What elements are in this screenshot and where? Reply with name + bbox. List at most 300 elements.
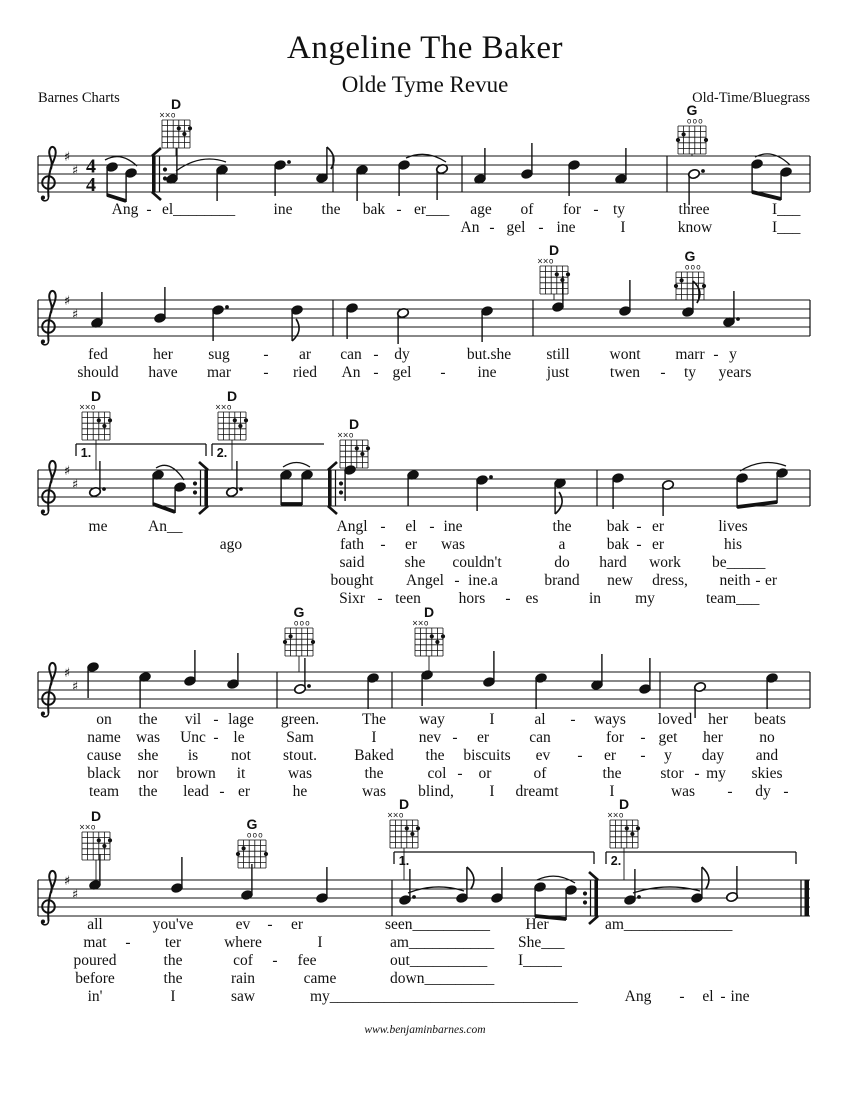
lyric-syllable: she — [137, 747, 159, 764]
chord-string-marker: × — [220, 402, 227, 412]
lyric-syllable: the — [321, 201, 341, 218]
slur — [408, 887, 464, 893]
lyric-syllable: mar — [206, 364, 232, 381]
lyric-syllable: her — [708, 711, 728, 728]
chord-finger-dot — [238, 424, 242, 428]
lyric-syllable: biscuits — [463, 747, 511, 764]
lyric-syllable: - — [213, 711, 219, 728]
lyric-syllable: - — [489, 219, 495, 236]
lyric-syllable: for — [562, 201, 582, 218]
lyric-syllable: team — [88, 783, 120, 800]
lyric-syllable: just — [546, 364, 570, 381]
chord-finger-dot — [704, 138, 708, 142]
augmentation-dot — [412, 895, 416, 899]
lyric-syllable: but.she — [466, 346, 512, 363]
lyric-syllable: three — [678, 201, 710, 218]
treble-clef-icon — [41, 712, 45, 716]
lyric-syllable: wont — [609, 346, 641, 363]
lyric-syllable: for — [605, 729, 625, 746]
repeat-barline — [594, 880, 598, 916]
lyric-syllable: lage — [228, 711, 254, 728]
lyric-syllable: - — [713, 346, 719, 363]
lyric-syllable: I — [489, 711, 495, 728]
lyric-syllable: - — [219, 783, 225, 800]
lyric-syllable: the — [163, 952, 183, 969]
lyric-syllable: lives — [718, 518, 748, 535]
lyric-syllable: - — [125, 934, 131, 951]
lyric-syllable: nev — [418, 729, 442, 746]
chord-label-G: G — [246, 816, 258, 832]
chord-string-marker: o — [90, 402, 96, 412]
lyric-syllable: stor — [660, 765, 684, 782]
chord-finger-dot — [435, 640, 439, 644]
lyric-syllable: I — [620, 219, 626, 236]
treble-clef-icon — [41, 340, 45, 344]
lyric-syllable: blind, — [418, 783, 454, 800]
lyric-syllable: came — [303, 970, 337, 987]
volta-label: 2. — [216, 446, 228, 460]
lyric-syllable: es — [525, 590, 539, 607]
lyric-syllable: all — [87, 916, 103, 933]
chord-label-D: D — [90, 388, 102, 404]
lyric-syllable: y — [664, 747, 672, 764]
chord-string-marker: × — [542, 256, 549, 266]
chord-finger-dot — [283, 640, 287, 644]
chord-string-marker: × — [84, 402, 91, 412]
key-signature-sharp: ♯ — [63, 150, 71, 165]
lyric-syllable: my________________________________ — [310, 988, 578, 1005]
repeat-dot — [583, 891, 587, 895]
lyric-syllable: out__________ — [390, 952, 488, 969]
augmentation-dot — [225, 305, 229, 309]
repeat-dot — [583, 900, 587, 904]
lyric-syllable: me — [88, 518, 108, 535]
lyric-syllable: er — [651, 536, 665, 553]
lyric-syllable: do — [554, 554, 570, 571]
repeat-dot — [339, 481, 343, 485]
chord-finger-dot — [366, 446, 370, 450]
lyric-syllable: - — [429, 518, 435, 535]
lyric-syllable: - — [457, 765, 463, 782]
repeat-barline — [152, 156, 156, 192]
lyric-syllable: - — [679, 988, 685, 1005]
lyric-syllable: ine — [556, 219, 576, 236]
lyric-syllable: on — [96, 711, 112, 728]
lyric-syllable: dress, — [652, 572, 688, 589]
lyric-syllable: way — [419, 711, 445, 728]
lyric-syllable: ev — [535, 747, 551, 764]
key-signature-sharp: ♯ — [71, 887, 79, 903]
lyric-syllable: fee — [297, 952, 317, 969]
lyric-syllable: er — [764, 572, 778, 589]
lyric-syllable: teen — [395, 590, 421, 607]
chord-finger-dot — [108, 838, 112, 842]
chord-string-marker: o — [299, 618, 305, 628]
lyric-syllable: ine.a — [468, 572, 498, 589]
lyric-syllable: the — [552, 518, 572, 535]
chord-finger-dot — [244, 418, 248, 422]
chord-finger-dot — [674, 284, 678, 288]
chord-finger-dot — [636, 826, 640, 830]
chord-string-marker: o — [692, 116, 698, 126]
chord-finger-dot — [410, 832, 414, 836]
lyric-syllable: not — [231, 747, 251, 764]
chord-string-marker: o — [246, 830, 252, 840]
chord-label-D: D — [398, 796, 410, 812]
repeat-wing — [152, 148, 161, 156]
final-barline — [805, 880, 810, 916]
chord-finger-dot — [102, 424, 106, 428]
lyric-syllable: She___ — [518, 934, 565, 951]
augmentation-dot — [239, 487, 243, 491]
lyric-syllable: - — [377, 590, 383, 607]
lyric-syllable: am___________ — [390, 934, 495, 951]
lyric-syllable: brown — [176, 765, 216, 782]
slur — [283, 463, 310, 468]
lyric-syllable: loved — [657, 711, 693, 728]
lyric-syllable: - — [593, 201, 599, 218]
chord-string-marker: o — [686, 116, 692, 126]
lyric-syllable: gel — [392, 364, 412, 381]
lyric-syllable: ev — [235, 916, 251, 933]
lyric-syllable: vil — [184, 711, 202, 728]
chord-finger-dot — [188, 126, 192, 130]
lyric-syllable: get — [658, 729, 678, 746]
lyric-syllable: Angl — [336, 518, 368, 535]
chord-finger-dot — [97, 418, 101, 422]
lyric-syllable: I_____ — [518, 952, 562, 969]
chord-finger-dot — [676, 138, 680, 142]
chord-finger-dot — [177, 126, 181, 130]
note-flag — [327, 147, 334, 169]
chord-finger-dot — [416, 826, 420, 830]
lyric-syllable: of — [520, 201, 534, 218]
lyric-syllable: marr — [675, 346, 705, 363]
lyric-syllable: name — [87, 729, 121, 746]
lyric-syllable: ar — [298, 346, 312, 363]
lyric-syllable: have — [148, 364, 178, 381]
chord-string-marker: o — [293, 618, 299, 628]
lyric-syllable: Baked — [354, 747, 394, 764]
lyric-syllable: - — [272, 952, 278, 969]
chord-string-marker: o — [684, 262, 690, 272]
lyric-syllable: the — [425, 747, 445, 764]
chord-finger-dot — [430, 634, 434, 638]
lyric-syllable: can — [340, 346, 362, 363]
beam — [752, 192, 781, 199]
chord-string-marker: o — [305, 618, 310, 628]
lyric-syllable: of — [533, 765, 547, 782]
chord-finger-dot — [97, 838, 101, 842]
page-subtitle: Olde Tyme Revue — [341, 72, 509, 97]
lyric-syllable: her — [153, 346, 173, 363]
lyric-syllable: lead — [183, 783, 209, 800]
repeat-barline — [328, 470, 332, 506]
chord-string-marker: × — [336, 430, 344, 440]
lyric-syllable: the — [602, 765, 622, 782]
augmentation-dot — [307, 684, 311, 688]
lyric-syllable: le — [233, 729, 245, 746]
chord-string-marker: × — [164, 110, 171, 120]
lyric-syllable: - — [380, 518, 386, 535]
lyric-syllable: her — [703, 729, 723, 746]
lyric-syllable: cause — [86, 747, 122, 764]
chord-finger-dot — [311, 640, 315, 644]
lyric-syllable: - — [263, 364, 269, 381]
lyric-syllable: should — [77, 364, 119, 381]
lyric-syllable: fath — [339, 536, 365, 553]
repeat-dot — [193, 490, 197, 494]
repeat-wing — [589, 872, 598, 880]
key-signature-sharp: ♯ — [71, 679, 79, 695]
lyric-syllable: I — [371, 729, 377, 746]
lyric-syllable: - — [263, 346, 269, 363]
lyric-syllable: er — [651, 518, 665, 535]
note-flag — [292, 319, 299, 341]
lyric-syllable: The — [361, 711, 387, 728]
lyric-syllable: in — [588, 590, 602, 607]
lyric-syllable: it — [236, 765, 246, 782]
chord-finger-dot — [441, 634, 445, 638]
lyric-syllable: before — [75, 970, 115, 987]
chord-string-marker: × — [536, 256, 544, 266]
lyric-syllable: - — [267, 916, 273, 933]
lyric-syllable: brand — [544, 572, 580, 589]
chord-string-marker: o — [90, 822, 96, 832]
chord-label-D: D — [170, 96, 182, 112]
augmentation-dot — [102, 487, 106, 491]
chord-finger-dot — [702, 284, 706, 288]
lyric-syllable: I — [489, 783, 495, 800]
lyric-syllable: hors — [458, 590, 486, 607]
lyric-syllable: be_____ — [712, 554, 766, 571]
lyric-syllable: An__ — [148, 518, 183, 535]
lyric-syllable: couldn't — [452, 554, 502, 571]
lyric-syllable: el________ — [162, 201, 236, 218]
chord-finger-dot — [625, 826, 629, 830]
chord-finger-dot — [236, 852, 240, 856]
note-flag — [467, 867, 474, 889]
lyric-syllable: - — [146, 201, 152, 218]
lyric-syllable: was — [361, 783, 387, 800]
lyric-syllable: gel — [506, 219, 526, 236]
chord-string-marker: o — [618, 810, 624, 820]
chord-finger-dot — [682, 132, 686, 136]
lyric-syllable: my — [635, 590, 655, 607]
lyric-syllable: bought — [330, 572, 374, 589]
repeat-dot — [163, 167, 167, 171]
lyric-syllable: you've — [152, 916, 194, 933]
chord-string-marker: × — [78, 402, 86, 412]
repeat-wing — [199, 506, 208, 514]
lyric-syllable: years — [718, 364, 752, 381]
lyric-syllable: or — [478, 765, 492, 782]
note-flag — [702, 867, 709, 889]
lyric-syllable: dy — [394, 346, 410, 363]
chord-string-marker: o — [696, 262, 701, 272]
footer-url: www.benjaminbarnes.com — [364, 1024, 486, 1036]
lyric-syllable: sug — [208, 346, 230, 363]
chord-finger-dot — [630, 832, 634, 836]
chord-string-marker: o — [548, 256, 554, 266]
chord-string-marker: × — [214, 402, 222, 412]
augmentation-dot — [736, 317, 740, 321]
lyric-syllable: ter — [164, 934, 182, 951]
chord-string-marker: o — [258, 830, 263, 840]
lyric-syllable: down_________ — [390, 970, 495, 987]
lyric-syllable: - — [660, 364, 666, 381]
lyric-syllable: dy — [755, 783, 771, 800]
lyric-syllable: beats — [754, 711, 786, 728]
lyric-syllable: - — [570, 711, 576, 728]
lyric-syllable: was — [440, 536, 466, 553]
lyric-syllable: dreamt — [515, 783, 559, 800]
lyric-syllable: - — [727, 783, 733, 800]
lyric-syllable: no — [759, 729, 775, 746]
lyric-syllable: er — [476, 729, 490, 746]
chord-string-marker: × — [606, 810, 614, 820]
lyric-syllable: know — [677, 219, 713, 236]
chord-finger-dot — [102, 844, 106, 848]
lyric-syllable: Her — [525, 916, 549, 933]
lyric-syllable: bak — [606, 518, 630, 535]
chord-string-marker: × — [78, 822, 86, 832]
lyric-syllable: team___ — [706, 590, 760, 607]
lyric-syllable: nor — [137, 765, 159, 782]
lyric-syllable: he — [292, 783, 308, 800]
lyric-syllable: Ang — [111, 201, 139, 218]
chord-string-marker: o — [252, 830, 258, 840]
lyric-syllable: mat — [83, 934, 107, 951]
key-signature-sharp: ♯ — [63, 464, 71, 479]
lyric-syllable: seen__________ — [385, 916, 491, 933]
lyric-syllable: - — [720, 988, 726, 1005]
lyric-syllable: y — [729, 346, 737, 363]
lyric-syllable: neith — [719, 572, 751, 589]
chord-string-marker: × — [411, 618, 419, 628]
lyric-syllable: ine — [273, 201, 293, 218]
lyric-syllable: el — [405, 518, 417, 535]
slur — [633, 887, 700, 893]
lyric-syllable: el — [702, 988, 714, 1005]
lyric-syllable: - — [755, 572, 761, 589]
repeat-wing — [152, 192, 161, 200]
lyric-syllable: ago — [219, 536, 243, 553]
chord-string-marker: × — [84, 822, 91, 832]
chord-label-D: D — [423, 604, 435, 620]
lyric-syllable: rain — [230, 970, 256, 987]
lyric-syllable: a — [558, 536, 566, 553]
key-signature-sharp: ♯ — [63, 874, 71, 889]
lyric-syllable: - — [694, 765, 700, 782]
lyric-syllable: stout. — [282, 747, 318, 764]
lyric-syllable: was — [135, 729, 161, 746]
chord-label-D: D — [618, 796, 630, 812]
lyric-syllable: fed — [88, 346, 108, 363]
lyric-syllable: er — [404, 536, 418, 553]
augmentation-dot — [701, 169, 705, 173]
chord-finger-dot — [182, 132, 186, 136]
lyric-syllable: - — [640, 747, 646, 764]
key-signature-sharp: ♯ — [63, 294, 71, 309]
key-signature-sharp: ♯ — [71, 307, 79, 323]
chord-string-marker: o — [690, 262, 696, 272]
lyric-syllable: work — [649, 554, 681, 571]
lyric-syllable: and — [755, 747, 779, 764]
lyric-syllable: An — [341, 364, 361, 381]
lyric-syllable: the — [138, 783, 158, 800]
chord-finger-dot — [405, 826, 409, 830]
lyric-syllable: Unc — [180, 729, 206, 746]
chord-label-G: G — [684, 248, 696, 264]
time-signature-top: 4 — [86, 155, 96, 178]
lyric-syllable: the — [138, 711, 158, 728]
chord-finger-dot — [360, 452, 364, 456]
key-signature-sharp: ♯ — [71, 163, 79, 179]
chord-string-marker: × — [417, 618, 424, 628]
lyric-syllable: ine — [477, 364, 497, 381]
lyric-syllable: ine — [443, 518, 463, 535]
lyric-syllable: - — [380, 536, 386, 553]
lyric-syllable: I___ — [772, 201, 801, 218]
lyric-syllable: Sixr — [339, 590, 365, 607]
lyric-syllable: can — [529, 729, 551, 746]
chord-finger-dot — [355, 446, 359, 450]
lyric-syllable: - — [213, 729, 219, 746]
lyric-syllable: - — [577, 747, 583, 764]
lyric-syllable: - — [396, 201, 402, 218]
lyric-syllable: black — [87, 765, 121, 782]
chord-label-G: G — [293, 604, 305, 620]
note-flag — [555, 492, 562, 514]
chord-finger-dot — [289, 634, 293, 638]
lyric-syllable: - — [640, 729, 646, 746]
chord-string-marker: o — [698, 116, 703, 126]
chord-label-D: D — [226, 388, 238, 404]
volta-label: 2. — [610, 854, 622, 868]
lyric-syllable: new — [607, 572, 633, 589]
augmentation-dot — [287, 160, 291, 164]
lyric-syllable: skies — [751, 765, 783, 782]
chord-label-D: D — [548, 242, 560, 258]
lyric-syllable: - — [505, 590, 511, 607]
lyric-syllable: al — [534, 711, 546, 728]
lyric-syllable: - — [373, 364, 379, 381]
chord-string-marker: × — [342, 430, 349, 440]
chord-finger-dot — [233, 418, 237, 422]
lyric-syllable: hard — [599, 554, 627, 571]
beam — [153, 504, 175, 512]
lyric-syllable: Sam — [286, 729, 314, 746]
chord-label-D: D — [90, 808, 102, 824]
augmentation-dot — [637, 895, 641, 899]
lyric-syllable: er — [237, 783, 251, 800]
lyric-syllable: age — [470, 201, 492, 218]
lyric-syllable: ways — [594, 711, 626, 728]
lyric-syllable: I — [317, 934, 323, 951]
lyric-syllable: - — [636, 518, 642, 535]
repeat-barline — [204, 470, 208, 506]
lyric-syllable: the — [364, 765, 384, 782]
augmentation-dot — [489, 475, 493, 479]
lyric-syllable: his — [723, 536, 743, 553]
lyric-syllable: - — [452, 729, 458, 746]
lyric-syllable: cof — [233, 952, 253, 969]
lyric-syllable: I — [170, 988, 176, 1005]
lyric-syllable: er — [603, 747, 617, 764]
lyric-syllable: er — [290, 916, 304, 933]
lyric-syllable: saw — [230, 988, 256, 1005]
